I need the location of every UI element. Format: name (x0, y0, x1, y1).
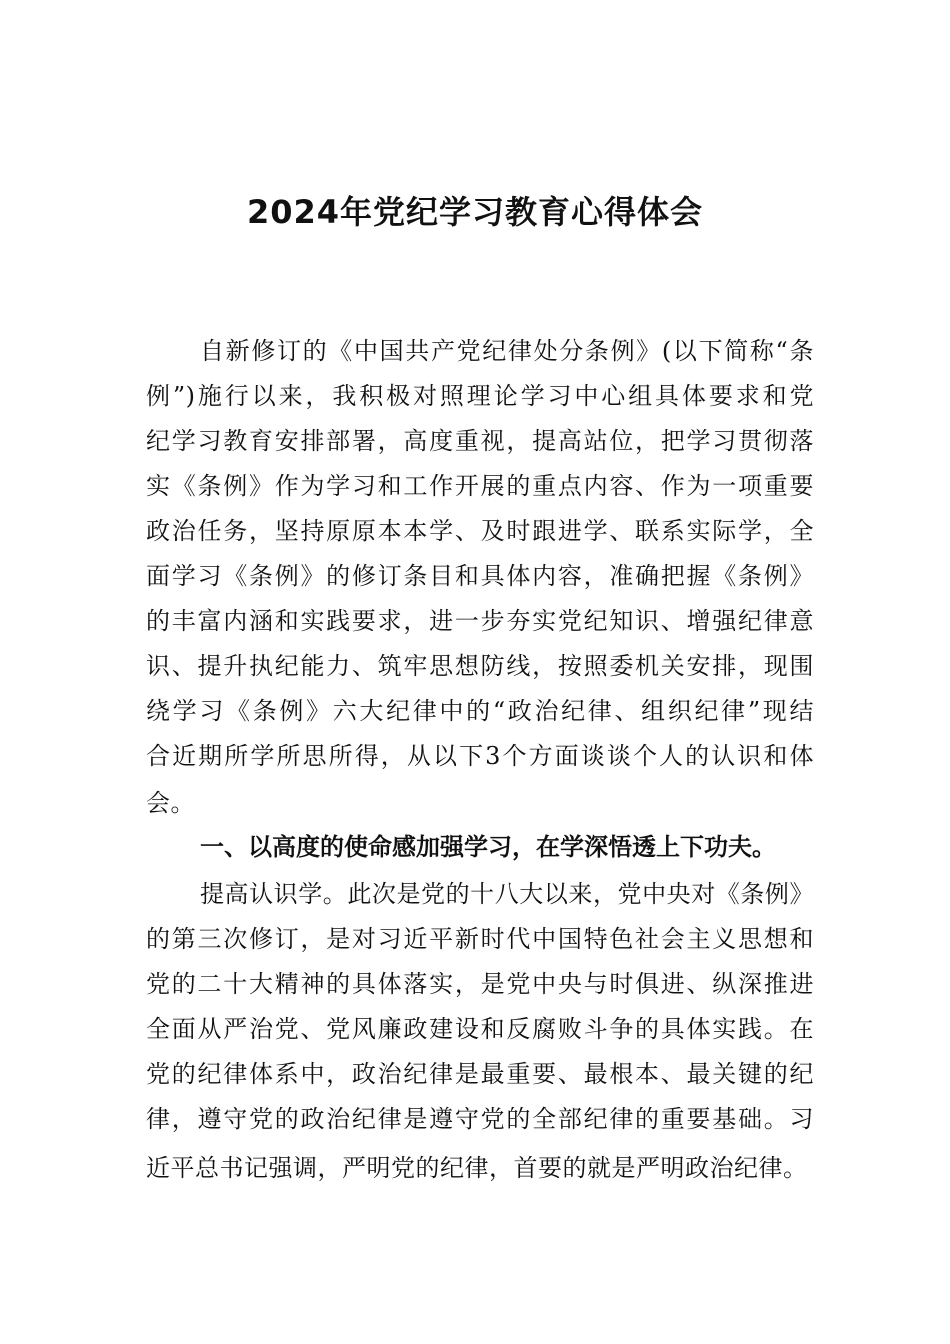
paragraph-2-line: 党的纪律体系中，政治纪律是最重要、最根本、最关键的纪 (146, 1060, 814, 1088)
paragraph-1-line: 合近期所学所思所得，从以下3个方面谈谈个人的认识和体 (146, 742, 814, 770)
document-title: 2024年党纪学习教育心得体会 (246, 193, 704, 231)
paragraph-1-line: 例”)施行以来，我积极对照理论学习中心组具体要求和党 (146, 382, 814, 410)
paragraph-1-line: 面学习《条例》的修订条目和具体内容，准确把握《条例》 (146, 562, 814, 590)
paragraph-1-line: 识、提升执纪能力、筑牢思想防线，按照委机关安排，现围 (146, 652, 814, 680)
paragraph-2-line: 全面从严治党、党风廉政建设和反腐败斗争的具体实践。在 (146, 1015, 814, 1043)
paragraph-1-line: 实《条例》作为学习和工作开展的重点内容、作为一项重要 (146, 472, 814, 500)
paragraph-1-line: 会。 (146, 789, 195, 817)
paragraph-1-line: 的丰富内涵和实践要求，进一步夯实党纪知识、增强纪律意 (146, 607, 814, 635)
paragraph-2-line: 提高认识学。此次是党的十八大以来，党中央对《条例》 (200, 880, 814, 908)
paragraph-2-line: 近平总书记强调，严明党的纪律，首要的就是严明政治纪律。 (146, 1154, 808, 1182)
paragraph-1-line: 自新修订的《中国共产党纪律处分条例》(以下简称“条 (200, 337, 814, 365)
paragraph-1-line: 政治任务，坚持原原本本学、及时跟进学、联系实际学，全 (146, 517, 814, 545)
paragraph-1-line: 纪学习教育安排部署，高度重视，提高站位，把学习贯彻落 (146, 427, 814, 455)
paragraph-2-line: 律，遵守党的政治纪律是遵守党的全部纪律的重要基础。习 (146, 1105, 814, 1133)
paragraph-2-line: 的第三次修订，是对习近平新时代中国特色社会主义思想和 (146, 925, 814, 953)
paragraph-1-line: 绕学习《条例》六大纪律中的“政治纪律、组织纪律”现结 (146, 697, 814, 725)
section-1-heading: 一、以高度的使命感加强学习，在学深悟透上下功夫。 (200, 833, 776, 861)
paragraph-2-line: 党的二十大精神的具体落实，是党中央与时俱进、纵深推进 (146, 970, 814, 998)
